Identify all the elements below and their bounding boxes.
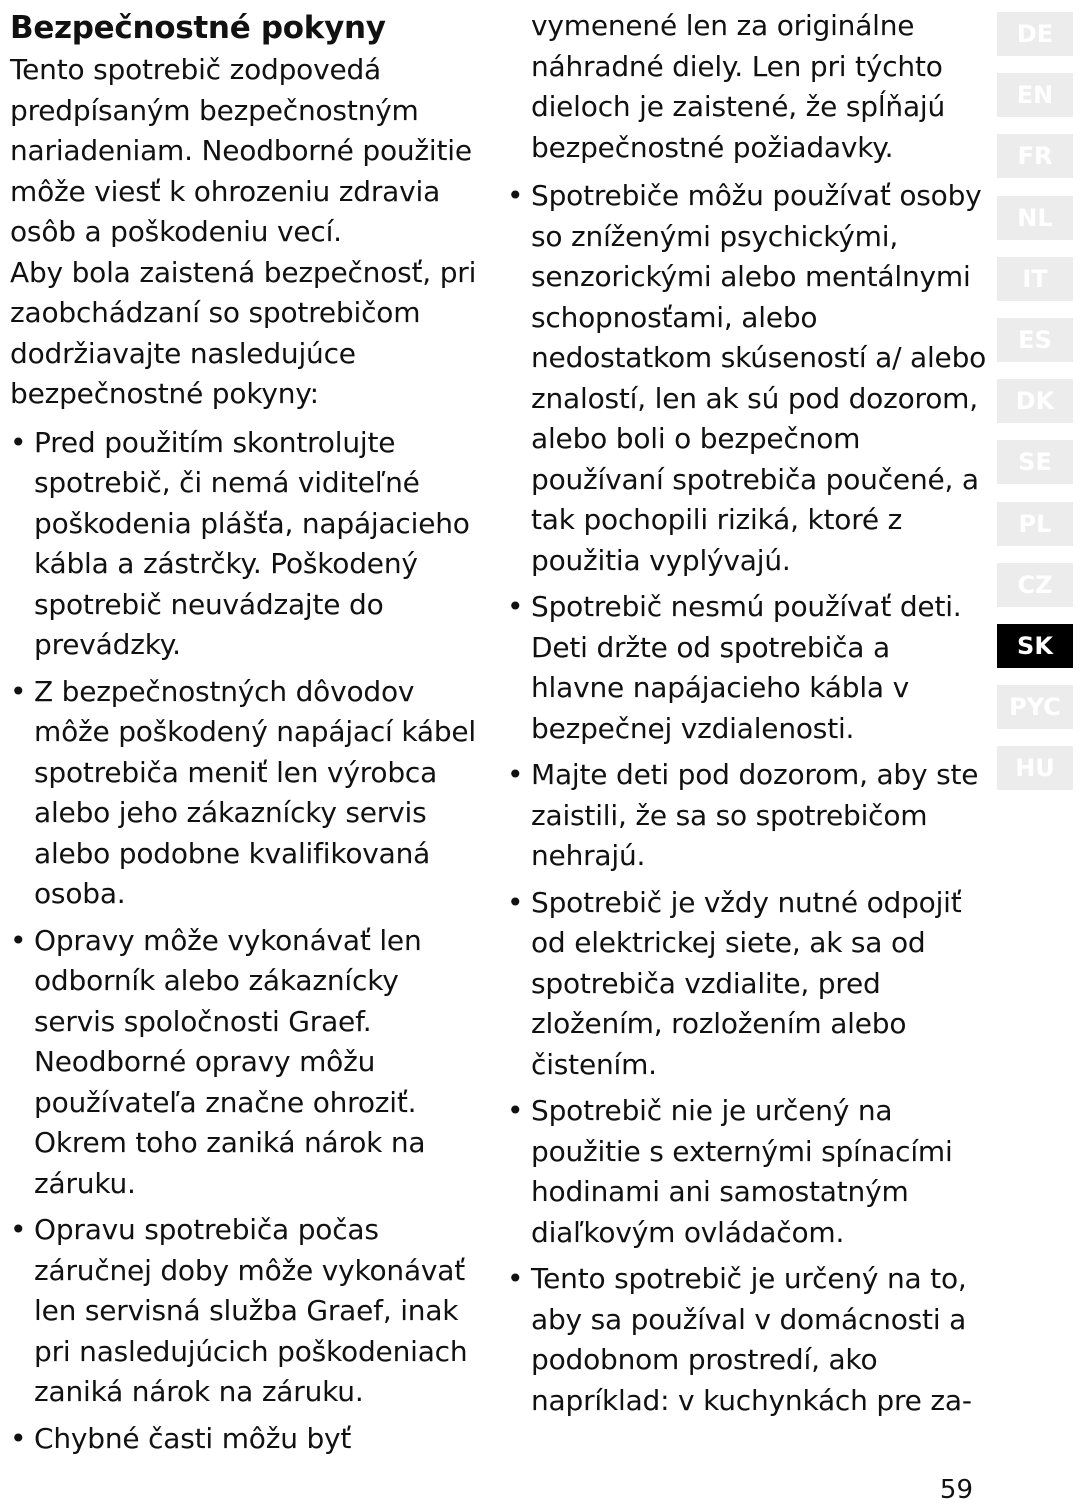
bullet-item: • Pred použitím skontrolujte spotrebič, či nemá viditeľné poškodenia plášťa, napájacieho kábla a zástrčky. Poškodený spotrebič neuvádzajte do prevádzky. — [10, 423, 486, 666]
language-tab-es[interactable]: ES — [997, 318, 1073, 362]
bullet-item: • Chybné časti môžu byť — [10, 1419, 486, 1460]
left-column — [10, 0, 486, 1465]
language-tab-cz[interactable]: CZ — [997, 563, 1073, 607]
intro-paragraph: Aby bola zaistená bezpečnosť, pri zaobchádzaní so spotrebičom dodržiavajte nasledujúce bezpečnostné pokyny: — [10, 255, 477, 410]
language-tab-pyc[interactable]: PYC — [997, 685, 1073, 729]
bullet-item: • Majte deti pod dozorom, aby ste zaistili, že sa so spotrebičom nehrajú. — [507, 755, 987, 877]
language-tabs — [997, 12, 1073, 807]
language-tab-se[interactable]: SE — [997, 440, 1073, 484]
bullet-item: • Spotrebiče môžu používať osoby so zníženými psychickými, senzorickými alebo mentálnymi schopnosťami, alebo nedostatkom skúseností a/ alebo znalostí, len ak sú pod dozorom, alebo boli o bezpečnom používaní spotrebiča poučené, a tak pochopili riziká, ktoré z použitia vyplývajú. — [507, 176, 987, 581]
intro-paragraph: Tento spotrebič zodpovedá predpísaným bezpečnostným nariadeniam. Neodborné použitie môže viesť k ohrozeniu zdravia osôb a poškodeniu vecí. — [10, 53, 472, 248]
language-tab-hu[interactable]: HU — [997, 746, 1073, 790]
bullet-item: • Z bezpečnostných dôvodov môže poškodený napájací kábel spotrebiča meniť len výrobca alebo jeho zákaznícky servis alebo podobne kvalifikovaná osoba. — [10, 672, 486, 915]
bullet-continuation: vymenené len za originálne náhradné diely. Len pri týchto dieloch je zaistené, že spĺňajú bezpečnostné požiadavky. — [531, 9, 946, 164]
language-tab-dk[interactable]: DK — [997, 379, 1073, 423]
page-number: 59 — [939, 1475, 973, 1505]
middle-column — [507, 0, 987, 1427]
language-tab-nl[interactable]: NL — [997, 196, 1073, 240]
language-tab-fr[interactable]: FR — [997, 134, 1073, 178]
bullet-item: • Opravy môže vykonávať len odborník alebo zákaznícky servis spoločnosti Graef. Neodborné opravy môžu používateľa značne ohroziť. Okrem toho zaniká nárok na záruku. — [10, 921, 486, 1205]
language-tab-sk[interactable]: SK — [997, 624, 1073, 668]
page-title: Bezpečnostné pokyny — [10, 10, 386, 46]
bullet-item: • Opravu spotrebiča počas záručnej doby môže vykonávať len servisná služba Graef, inak pri nasledujúcich poškodeniach zaniká nárok na záruku. — [10, 1210, 486, 1413]
bullet-item: • Tento spotrebič je určený na to, aby sa používal v domácnosti a podobnom prostredí, ako napríklad: v kuchynkách pre za- — [507, 1259, 987, 1421]
language-tab-en[interactable]: EN — [997, 73, 1073, 117]
bullet-item: • Spotrebič nie je určený na použitie s externými spínacími hodinami ani samostatným diaľkovým ovládačom. — [507, 1091, 987, 1253]
bullet-item: • Spotrebič nesmú používať deti. Deti držte od spotrebiča a hlavne napájacieho kábla v bezpečnej vzdialenosti. — [507, 587, 987, 749]
language-tab-it[interactable]: IT — [997, 257, 1073, 301]
language-tab-pl[interactable]: PL — [997, 502, 1073, 546]
bullet-item: • Spotrebič je vždy nutné odpojiť od elektrickej siete, ak sa od spotrebiča vzdialite, pred zložením, rozložením alebo čistením. — [507, 883, 987, 1086]
language-tab-de[interactable]: DE — [997, 12, 1073, 56]
